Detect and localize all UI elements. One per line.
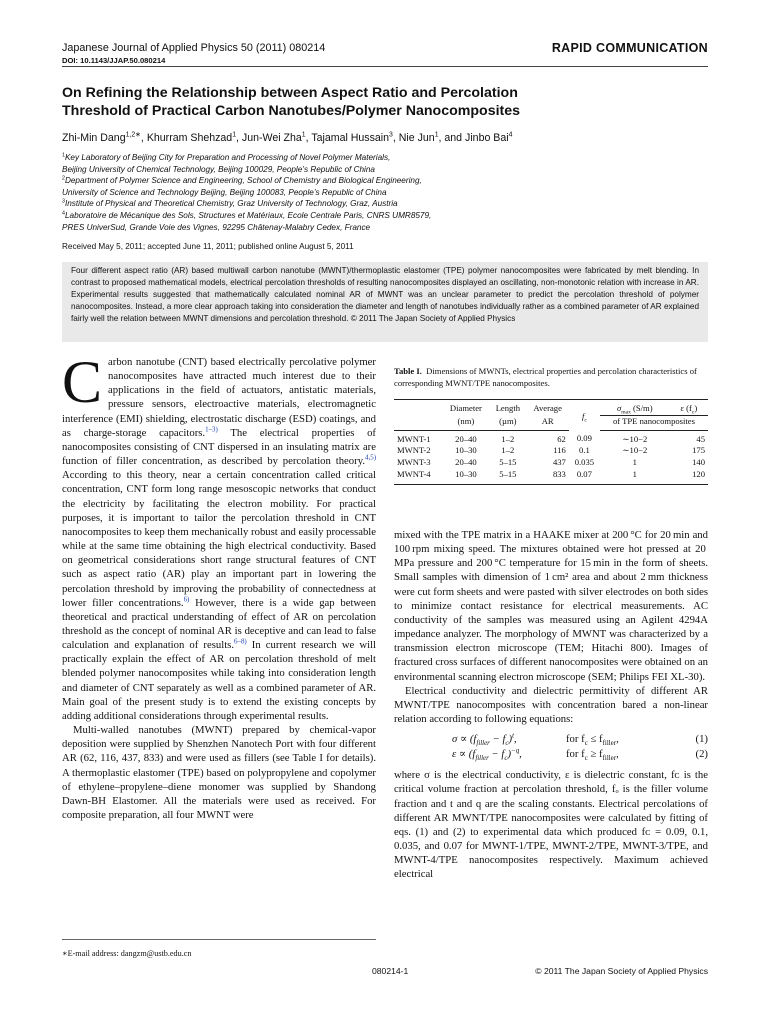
author: Jun-Wei Zha <box>241 132 302 144</box>
doi: DOI: 10.1143/JJAP.50.080214 <box>62 56 166 65</box>
column-header: $f_c$ <box>569 400 600 431</box>
table-caption: Table I. Dimensions of MWNTs, electrical properties and percolation characteristics of corresponding MWNT/TPE nanocomposites. <box>394 366 697 388</box>
column-header: Length <box>489 400 526 416</box>
table-cell-diameter: 20–40 <box>455 433 477 444</box>
table-cell-fc: 0.09 <box>576 433 592 444</box>
table-cell-fc: 0.035 <box>574 457 595 468</box>
citation-link[interactable]: 6–8) <box>234 637 247 646</box>
column-unit: AR <box>527 415 569 430</box>
affiliation: $^4$Laboratoire de Mécanique des Sols, Structures et Matériaux, Ecole Centrale Paris, CNRS UMR8579, <box>62 210 432 220</box>
table-cell-diameter: 20–40 <box>455 457 477 468</box>
author: Zhi-Min Dang <box>62 132 126 144</box>
table-cell-length: 5–15 <box>489 469 526 484</box>
table-cell-name: MWNT-1 <box>397 433 431 444</box>
table-cell-ar: 437 <box>552 457 566 468</box>
table-cell-sigma: ∼10−2 <box>622 433 648 444</box>
table-row <box>394 430 708 445</box>
table-cell-ar: 116 <box>553 445 566 456</box>
title-line: On Refining the Relationship between Aspect Ratio and Percolation <box>62 85 518 101</box>
table-cell-eps: 120 <box>670 469 708 484</box>
journal-citation: Japanese Journal of Applied Physics 50 (2011) 080214 <box>62 42 326 54</box>
table-cell-name: MWNT-4 <box>394 469 443 484</box>
page-number: 080214-1 <box>372 966 409 976</box>
table-cell-length: 1–2 <box>501 433 515 444</box>
table-cell-length: 5–15 <box>499 457 517 468</box>
body-column-left <box>62 349 376 822</box>
table-cell-fc: 0.1 <box>579 445 590 456</box>
column-unit: (nm) <box>443 415 490 430</box>
data-table <box>394 399 708 485</box>
methods-paragraph: mixed with the TPE matrix in a HAAKE mixer at 200 °C for 20 min and 100 rpm mixing speed. The mixtures obtained were hot pressed at 20 MPa pressure and 200 °C temperature for 15 min in the form of sheets. Small samples with dimension of 1 cm² area and about 2 mm thickness were cut form sheets and were pasted with silver electrodes on both sides to minimize contact resistance for electrical measurements. AC conductivity of the samples was measured using an Agilent 4294A impedance analyzer. The morphology of MWNT was characterized by a transmission electron microscope (TEM; Hitachi 800). Images of fractured cross surfaces of different nanocomposites were obtained on an environmental scanning electron microscope (SEM; Philips FEI XL-30). <box>394 529 708 683</box>
table-row <box>394 457 708 469</box>
results-paragraph: where σ is the electrical conductivity, ε is dielectric constant, fᴄ is the critical volume fraction at percolation threshold, fₒ is the filler volume fraction and t and q are the scaling constants. Electrical percolations of different AR MWNT/TPE nanocomposites were calculated by fitting of eqs. (1) and (2) to experimental data which produced fᴄ = 0.09, 0.1, 0.035, and 0.07 for MWNT-1/TPE, MWNT-2/TPE, MWNT-3/TPE, and MWNT-4/TPE nanocomposites respectively. Maximum achieved electrical <box>394 769 708 881</box>
author: Tajamal Hussain <box>311 132 390 144</box>
abstract: Four different aspect ratio (AR) based multiwall carbon nanotube (MWNT)/thermoplastic elastomer (TPE) polymer nanocomposites were fabricated by melt blending. In contrast to proposed mathematical models, electrical percolation thresholds of resulting nanocomposites displayed an oscillating, non-monotonic relation with increase in AR. Experimental results suggested that mathematically calculated nominal AR of MWNT was an unclear parameter to predict the percolation threshold of polymer nanocomposites. Instead, a more clear approach taking into consideration the diameter and length of nanotubes individually rather as a combined parameter of AR explained fairly well the relation between MWNT dimensions and percolation threshold. © 2011 The Japan Society of Applied Physics <box>62 262 708 342</box>
table-cell-ar: 833 <box>527 469 569 484</box>
equation-number: (1) <box>695 733 708 746</box>
table-cell-name: MWNT-3 <box>397 457 431 468</box>
table-cell-eps: 140 <box>692 457 705 468</box>
table-cell-diameter: 10–30 <box>455 445 477 456</box>
drop-cap: C <box>62 349 103 415</box>
author: Khurram Shehzad <box>146 132 233 144</box>
table-cell-sigma: 1 <box>600 469 670 484</box>
methods-paragraph: Multi-walled nanotubes (MWNT) prepared by chemical-vapor deposition were supplied by Shenzhen Nanotech Port with four different AR (62, 116, 437, 833) and were used as fillers (see Table I for details). A thermoplastic elastomer (TPE) based on polypropylene and copolymer of ethylene–propylene–diene monomer was supplied by Shandong Dawn-BH Elastomer. All the materials were used as received. For composite preparation, all four MWNT were <box>62 724 376 821</box>
citation-link[interactable]: 6) <box>183 595 190 604</box>
equation-1: $\sigma \propto (f_{filler} - f_c)^t$, for $f_c \le f_{filler}$, (1) <box>452 731 708 748</box>
equation-number: (2) <box>695 748 708 761</box>
affiliation-line: PRES UniverSud, Grande Voie des Vignes, 92295 Châtenay-Malabry Cedex, France <box>62 222 371 232</box>
footnote: ∗E-mail address: dangzm@ustb.edu.cn <box>62 939 376 958</box>
title-line: Threshold of Practical Carbon Nanotubes/Polymer Nanocomposites <box>62 103 521 119</box>
table-cell-sigma: 1 <box>632 457 637 468</box>
body-column-right <box>394 528 708 881</box>
paper-title <box>62 84 708 120</box>
received-dates: Received May 5, 2011; accepted June 11, 2011; published online August 5, 2011 <box>62 242 354 251</box>
section-label: RAPID COMMUNICATION <box>551 41 708 55</box>
column-group-header: of TPE nanocomposites <box>600 415 708 430</box>
column-header: Diameter <box>443 400 490 416</box>
affiliation-line: Beijing University of Chemical Technology, Beijing 100029, People’s Republic of China <box>62 164 375 174</box>
table-cell-eps: 45 <box>696 433 705 444</box>
author-list: Zhi-Min Dang$^{1,2∗}$, Khurram Shehzad$^1$, Jun-Wei Zha$^1$, Tajamal Hussain$^3$, Nie Jun$^1$, and Jinbo Bai$^4$ <box>62 131 513 144</box>
equation-2: $\varepsilon \propto (f_{filler} - f_c)^{-q}$, for $f_c \ge f_{filler}$, (2) <box>452 746 708 763</box>
results-paragraph: Electrical conductivity and dielectric permittivity of different AR MWNT/TPE nanocomposites with concentration bared a non-linear relation according to following equations: <box>394 684 708 726</box>
table-cell-diameter: 10–30 <box>443 469 490 484</box>
table-1 <box>394 366 708 485</box>
table-cell-sigma: ∼10−2 <box>622 445 648 456</box>
citation-link[interactable]: 1–3) <box>205 425 218 434</box>
column-header: ε $(f_c)$ <box>670 400 708 416</box>
table-cell-ar: 62 <box>557 433 566 444</box>
column-unit: (µm) <box>489 415 526 430</box>
affiliation-line: University of Science and Technology Beijing, Beijing 100083, People’s Republic of China <box>62 187 387 197</box>
table-cell-name: MWNT-2 <box>397 445 431 456</box>
table-cell-fc: 0.07 <box>569 469 600 484</box>
author: Nie Jun <box>398 132 435 144</box>
column-header: $\sigma_{max}$ (S/m) <box>600 400 670 416</box>
affiliation: $^1$Key Laboratory of Beijing City for Preparation and Processing of Novel Polymer Materials, <box>62 152 391 162</box>
table-cell-length: 1–2 <box>501 445 515 456</box>
affiliation: $^2$Department of Polymer Science and Engineering, School of Chemistry and Biological Engineering, <box>62 175 422 186</box>
table-row <box>394 469 708 484</box>
affiliation: $^3$Institute of Physical and Theoretical Chemistry, Graz University of Technology, Graz, Austria <box>62 198 398 209</box>
intro-paragraph: Carbon nanotube (CNT) based electrically percolative polymer nanocomposites have attracted much interest due to their applications in the field of actuators, antistatic materials, pressure sensors, electroactive materials, electromagnetic interference (EMI) shielding, electrostatic discharge (ESD) coatings, and as charge-storage capacitors.$^{1-3)}$ The electrical properties of nanocomposites consisting of CNT dispersed in an insulating matrix are function of filler concentration, as described by percolation theory.$^{4,5)}$ According to this theory, near a certain concentration called critical concentration, CNT form long range mesoscopic networks that conduct the electricity by facilitating the electron mobility. For practical purposes, it is important to tailor the percolation threshold in CNT nanocomposites to keep them mechanically robust and easily processable while at the same time obtaining the high electrical conductivity. Based on geometrical considerations short range structural features of CNT such as aspect ratio (AR) play an important part in lowering the percolation threshold by improving the probability of connectedness at lower filler concentrations.$^{6)}$ However, there is a wide gap between theoretical and practical understanding of effect of AR on percolation threshold as the concept of nominal AR is deceptive and can lead to false calculation and explanation of results.$^{6-8)}$ In current research we will practically explain the effect of AR on percolation threshold of melt blended polymer nanocomposites while taking into consideration length and diameter of CNT separately as well as a combined parameter of AR. Main goal of the present study is to extend the existing concepts by adding additional considerations through experimental results. <box>62 349 376 722</box>
table-cell-eps: 175 <box>692 445 705 456</box>
author: Jinbo Bai <box>465 132 509 144</box>
table-row <box>394 445 708 457</box>
affiliations <box>62 152 708 233</box>
copyright: © 2011 The Japan Society of Applied Physics <box>535 966 708 976</box>
running-header <box>62 42 708 67</box>
citation-link[interactable]: 4,5) <box>365 453 376 462</box>
column-header: Average <box>527 400 569 416</box>
